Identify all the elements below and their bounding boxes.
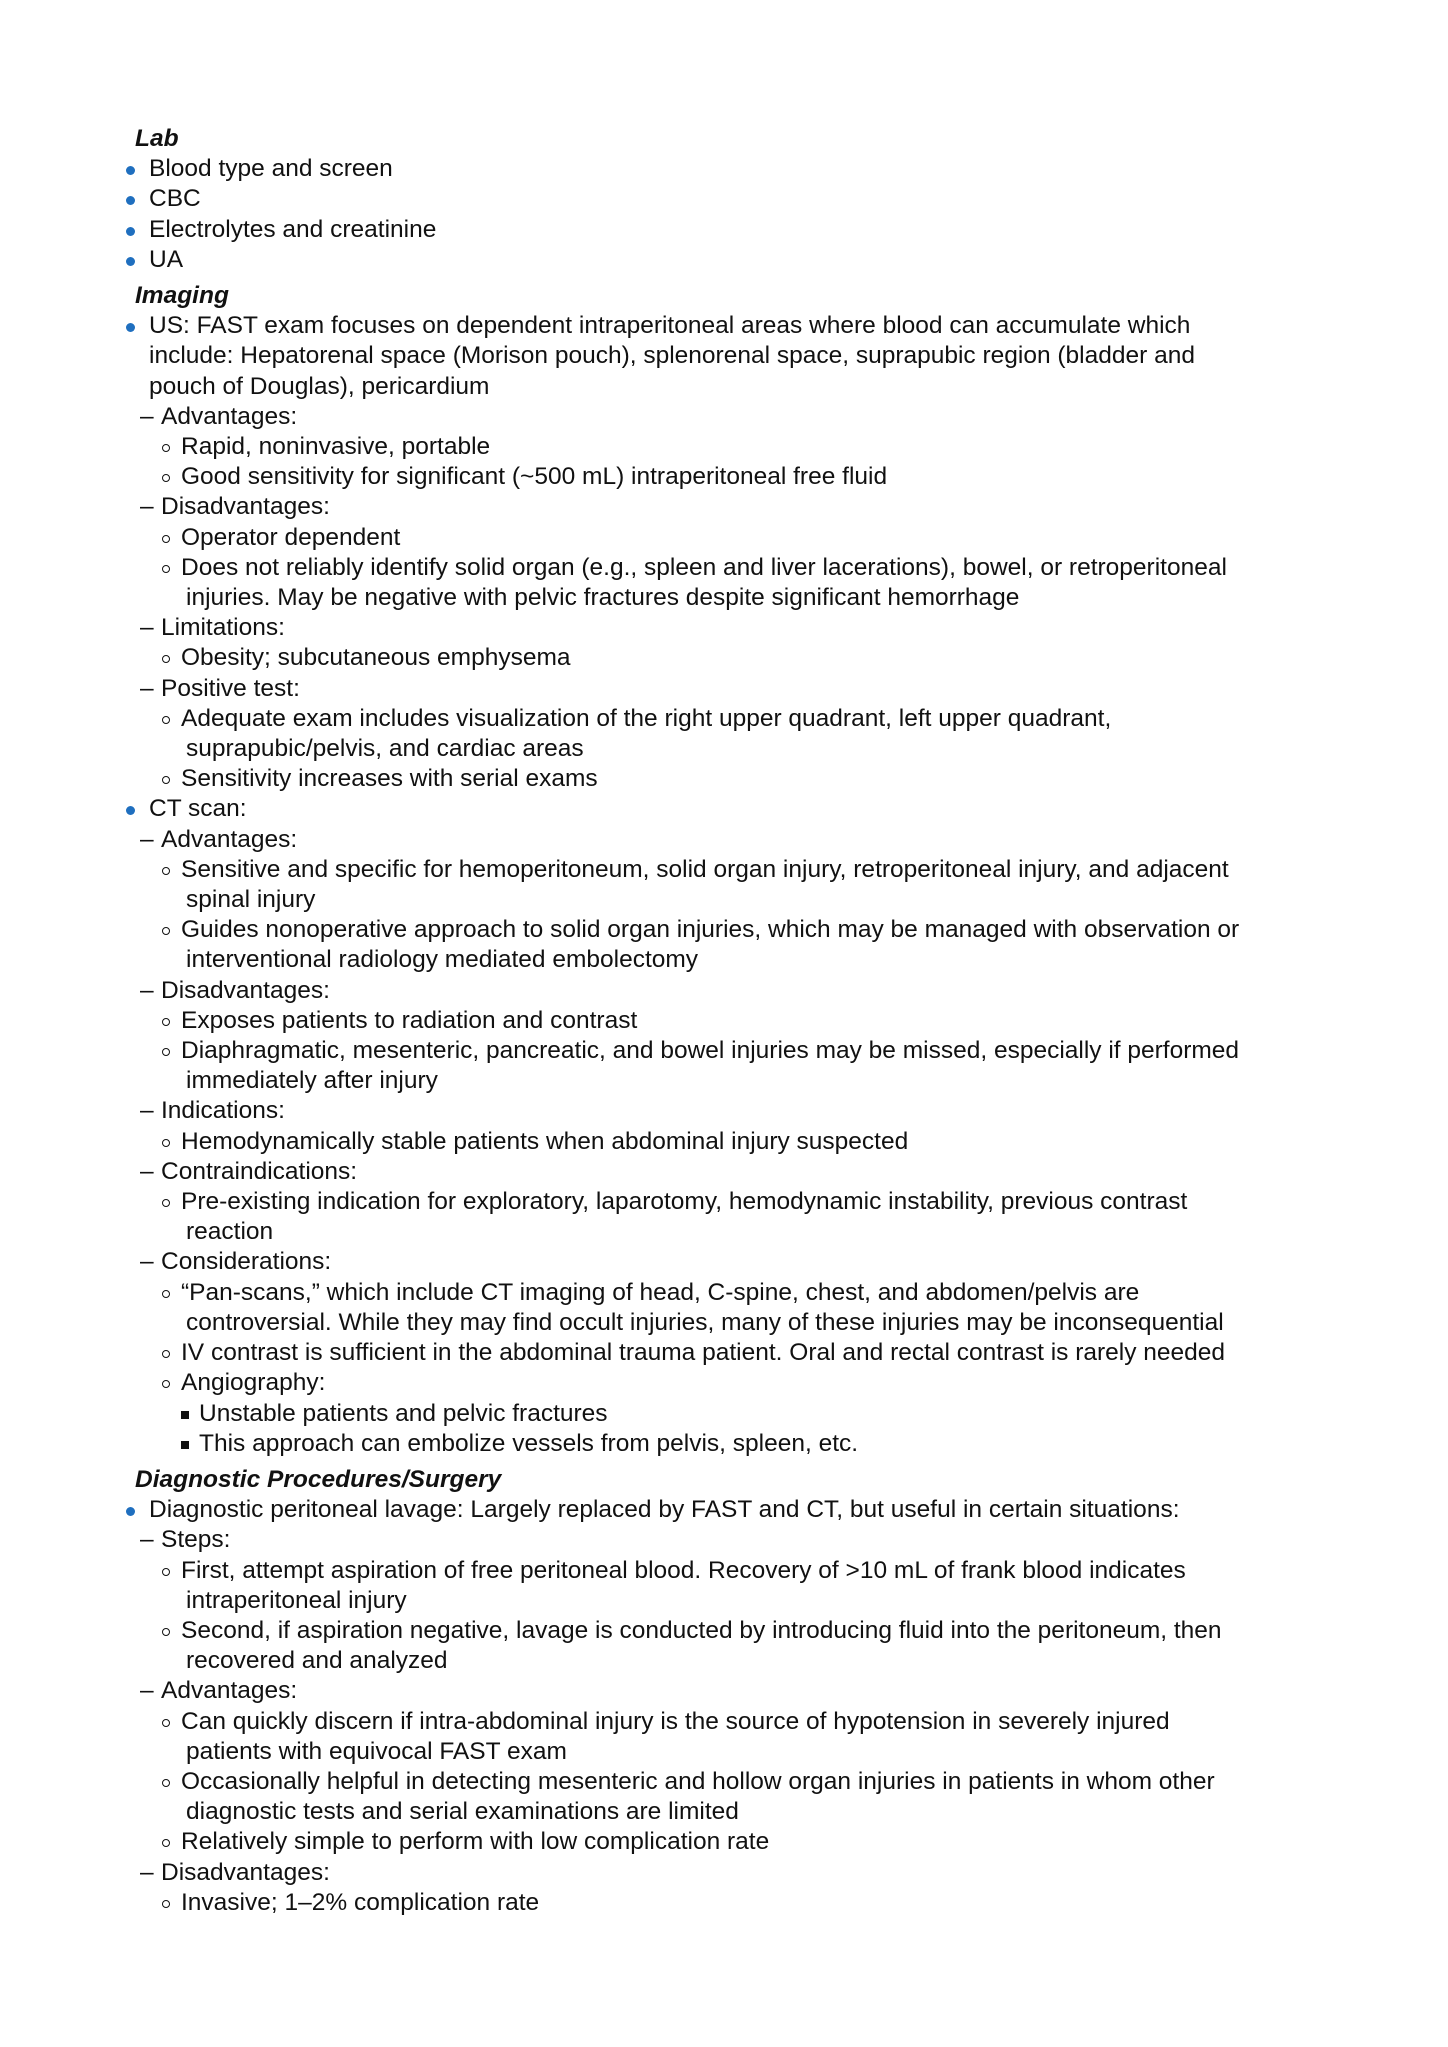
list-item-text: Second, if aspiration negative, lavage is conducted by introducing fluid into the peritoneum, then	[181, 1616, 1222, 1644]
list-item-text: immediately after injury	[186, 1067, 438, 1095]
list-item-text: Positive test:	[161, 674, 300, 702]
list-item-text: Angiography:	[181, 1369, 326, 1397]
list-item	[118, 764, 1348, 794]
list-item	[118, 1338, 1348, 1368]
bullet-circle-icon	[162, 1900, 170, 1908]
bullet-dot-icon	[126, 806, 135, 815]
list-item-text: Disadvantages:	[161, 1858, 330, 1886]
list-item	[118, 523, 1348, 553]
dash-marker: –	[140, 1097, 154, 1125]
list-item-text: Disadvantages:	[161, 493, 330, 521]
bullet-square-icon	[181, 1441, 189, 1449]
list-item-continuation	[118, 1217, 1348, 1247]
list-item-text: US: FAST exam focuses on dependent intraperitoneal areas where blood can accumulate which	[149, 312, 1191, 340]
list-item	[118, 311, 1348, 341]
bullet-circle-icon	[162, 1839, 170, 1847]
bullet-dot-icon	[126, 196, 135, 205]
list-item	[118, 1157, 1348, 1187]
dash-marker: –	[140, 1157, 154, 1185]
list-item	[118, 1525, 1348, 1555]
list-item	[118, 704, 1348, 734]
list-item	[118, 915, 1348, 945]
list-item-continuation	[118, 583, 1348, 613]
bullet-circle-icon	[162, 1380, 170, 1388]
list-item-text: Unstable patients and pelvic fractures	[199, 1399, 608, 1427]
list-item-text: Limitations:	[161, 614, 285, 642]
list-item-text: Advantages:	[161, 1677, 298, 1705]
list-item	[118, 245, 1348, 275]
dash-marker: –	[140, 614, 154, 642]
list-item	[118, 1429, 1348, 1459]
list-item	[118, 432, 1348, 462]
bullet-circle-icon	[162, 1779, 170, 1787]
list-item-text: injuries. May be negative with pelvic fractures despite significant hemorrhage	[186, 584, 1020, 612]
list-item-text: Rapid, noninvasive, portable	[181, 433, 491, 460]
list-item-continuation	[118, 734, 1348, 764]
bullet-circle-icon	[162, 1719, 170, 1727]
section-heading: Lab	[135, 125, 179, 152]
list-item-continuation	[118, 1586, 1348, 1616]
list-item-text: include: Hepatorenal space (Morison pouch), splenorenal space, suprapubic region (bladder and	[149, 342, 1195, 370]
list-item-text: interventional radiology mediated embolectomy	[186, 946, 699, 974]
list-item-continuation	[118, 1308, 1348, 1338]
list-item	[118, 492, 1348, 522]
list-item	[118, 1399, 1348, 1429]
list-item-text: Steps:	[161, 1526, 231, 1554]
list-item-text: reaction	[186, 1218, 274, 1246]
list-item-text: Diaphragmatic, mesenteric, pancreatic, and bowel injuries may be missed, especially if performed	[181, 1037, 1240, 1065]
bullet-dot-icon	[126, 257, 135, 266]
list-item-text: Considerations:	[161, 1248, 332, 1276]
list-item	[118, 1616, 1348, 1646]
list-item-text: Obesity; subcutaneous emphysema	[181, 644, 571, 672]
list-item-text: First, attempt aspiration of free peritoneal blood. Recovery of >10 mL of frank blood indicates	[181, 1556, 1186, 1584]
list-item	[118, 215, 1348, 245]
dash-marker: –	[140, 1677, 154, 1705]
list-item-text: Disadvantages:	[161, 976, 330, 1004]
list-item-continuation	[118, 1797, 1348, 1827]
bullet-circle-icon	[162, 867, 170, 875]
dash-marker: –	[140, 825, 154, 853]
list-item	[118, 1767, 1348, 1797]
list-item-continuation	[118, 1066, 1348, 1096]
list-item-text: Occasionally helpful in detecting mesenteric and hollow organ injuries in patients in whom other	[181, 1767, 1215, 1795]
section-heading: Imaging	[135, 282, 229, 309]
list-item	[118, 1247, 1348, 1277]
list-item-text: recovered and analyzed	[186, 1647, 448, 1675]
document-body	[118, 124, 1348, 1923]
list-item	[118, 462, 1348, 492]
list-item-text: This approach can embolize vessels from pelvis, spleen, etc.	[199, 1429, 859, 1457]
list-item	[118, 674, 1348, 704]
dash-marker: –	[140, 1526, 154, 1554]
list-item-text: Guides nonoperative approach to solid organ injuries, which may be managed with observation or	[181, 916, 1240, 944]
list-item-continuation	[118, 1646, 1348, 1676]
list-item-text: Invasive; 1–2% complication rate	[181, 1888, 540, 1916]
list-item-text: controversial. While they may find occult injuries, many of these injuries may be inconsequential	[186, 1308, 1224, 1336]
bullet-circle-icon	[162, 1048, 170, 1056]
list-item-text: Pre-existing indication for exploratory, laparotomy, hemodynamic instability, previous contrast	[181, 1188, 1188, 1216]
dash-marker: –	[140, 1858, 154, 1886]
bullet-dot-icon	[126, 323, 135, 332]
list-item	[118, 976, 1348, 1006]
list-item	[118, 1006, 1348, 1036]
list-item-continuation	[118, 1737, 1348, 1767]
bullet-circle-icon	[162, 655, 170, 663]
list-item-text: Sensitive and specific for hemoperitoneum, solid organ injury, retroperitoneal injury, and adjacent	[181, 855, 1229, 883]
list-item-continuation	[118, 341, 1348, 371]
section-list	[118, 1495, 1348, 1918]
bullet-square-icon	[181, 1411, 189, 1419]
bullet-circle-icon	[162, 1139, 170, 1147]
list-item	[118, 1556, 1348, 1586]
bullet-dot-icon	[126, 227, 135, 236]
list-item-continuation	[118, 372, 1348, 402]
section-list	[118, 311, 1348, 1459]
list-item	[118, 1127, 1348, 1157]
bullet-circle-icon	[162, 1568, 170, 1576]
list-item-text: Electrolytes and creatinine	[149, 215, 437, 243]
dash-marker: –	[140, 402, 154, 430]
dash-marker: –	[140, 976, 154, 1004]
list-item-text: CBC	[149, 185, 201, 213]
bullet-circle-icon	[162, 1018, 170, 1026]
list-item-text: Advantages:	[161, 825, 298, 853]
list-item-text: Good sensitivity for significant (~500 mL) intraperitoneal free fluid	[181, 463, 888, 491]
list-item-text: pouch of Douglas), pericardium	[149, 372, 490, 400]
list-item-continuation	[118, 885, 1348, 915]
bullet-circle-icon	[162, 716, 170, 724]
list-item	[118, 1278, 1348, 1308]
bullet-circle-icon	[162, 1199, 170, 1207]
list-item-text: CT scan:	[149, 795, 247, 823]
list-item-text: IV contrast is sufficient in the abdominal trauma patient. Oral and rectal contrast is rarely needed	[181, 1339, 1226, 1367]
list-item	[118, 643, 1348, 673]
list-item	[118, 1495, 1348, 1525]
list-item	[118, 1676, 1348, 1706]
list-item-text: Operator dependent	[181, 523, 401, 551]
dash-marker: –	[140, 493, 154, 521]
list-item-continuation	[118, 945, 1348, 975]
list-item	[118, 855, 1348, 885]
list-item-text: Hemodynamically stable patients when abdominal injury suspected	[181, 1127, 909, 1155]
list-item	[118, 553, 1348, 583]
bullet-circle-icon	[162, 565, 170, 573]
list-item-text: Exposes patients to radiation and contrast	[181, 1006, 638, 1034]
list-item-text: Can quickly discern if intra-abdominal injury is the source of hypotension in severely injured	[181, 1707, 1170, 1735]
list-item-text: Relatively simple to perform with low complication rate	[181, 1828, 770, 1856]
list-item-text: spinal injury	[186, 886, 316, 914]
list-item-text: Indications:	[161, 1097, 285, 1125]
bullet-circle-icon	[162, 1350, 170, 1358]
bullet-circle-icon	[162, 444, 170, 452]
list-item-text: Adequate exam includes visualization of the right upper quadrant, left upper quadrant,	[181, 704, 1112, 732]
list-item	[118, 1707, 1348, 1737]
list-item	[118, 184, 1348, 214]
list-item	[118, 794, 1348, 824]
bullet-dot-icon	[126, 166, 135, 175]
list-item-text: suprapubic/pelvis, and cardiac areas	[186, 735, 584, 763]
list-item	[118, 613, 1348, 643]
bullet-circle-icon	[162, 1628, 170, 1636]
list-item-text: Does not reliably identify solid organ (e.g., spleen and liver lacerations), bowel, or retroperitoneal	[181, 553, 1227, 581]
list-item-text: Sensitivity increases with serial exams	[181, 765, 598, 793]
bullet-circle-icon	[162, 1290, 170, 1298]
list-item-text: Diagnostic peritoneal lavage: Largely replaced by FAST and CT, but useful in certain situations:	[149, 1496, 1180, 1524]
section-heading: Diagnostic Procedures/Surgery	[135, 1465, 502, 1493]
dash-marker: –	[140, 1248, 154, 1276]
bullet-circle-icon	[162, 474, 170, 482]
list-item	[118, 154, 1348, 184]
bullet-circle-icon	[162, 535, 170, 543]
list-item-text: Advantages:	[161, 402, 298, 430]
list-item-text: patients with equivocal FAST exam	[186, 1737, 567, 1765]
list-item-text: “Pan-scans,” which include CT imaging of head, C-spine, chest, and abdomen/pelvis are	[181, 1278, 1140, 1306]
list-item	[118, 1858, 1348, 1888]
list-item-text: intraperitoneal injury	[186, 1586, 407, 1614]
bullet-circle-icon	[162, 927, 170, 935]
list-item-text: UA	[149, 245, 184, 273]
list-item-text: Contraindications:	[161, 1157, 358, 1185]
list-item-text: Blood type and screen	[149, 155, 393, 183]
list-item	[118, 1827, 1348, 1857]
list-item	[118, 1888, 1348, 1918]
list-item	[118, 1036, 1348, 1066]
dash-marker: –	[140, 674, 154, 702]
list-item	[118, 1368, 1348, 1398]
bullet-circle-icon	[162, 776, 170, 784]
list-item-text: diagnostic tests and serial examinations are limited	[186, 1798, 739, 1826]
list-item	[118, 825, 1348, 855]
list-item	[118, 402, 1348, 432]
list-item	[118, 1187, 1348, 1217]
section-list	[118, 154, 1348, 275]
list-item	[118, 1096, 1348, 1126]
bullet-dot-icon	[126, 1507, 135, 1516]
